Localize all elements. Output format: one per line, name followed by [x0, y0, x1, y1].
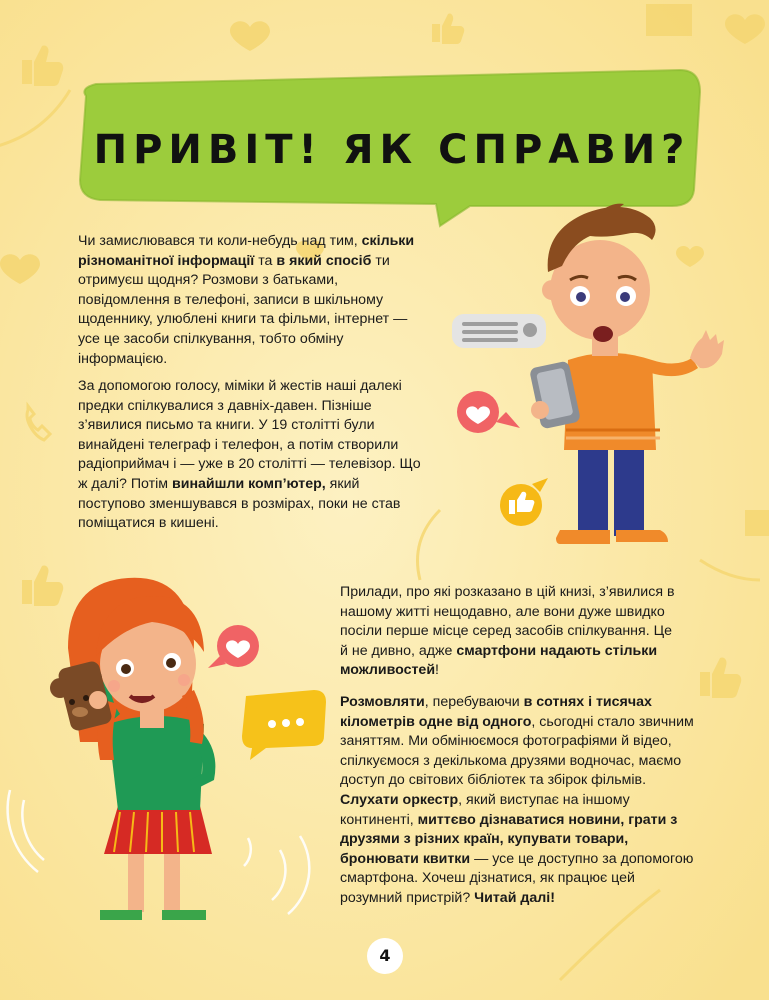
text-run: Прилади, про які розказано в цій книзі, з’явилися в нашому житті нещодавно, але вони дуже швидко посіли перше місце серед засобів спілкування. Це й не дивно, адже	[340, 584, 675, 659]
bold-text-run: скільки різноманітної інформації	[78, 233, 415, 269]
text-run: Чи замислювався ти коли-небудь над тим,	[78, 233, 362, 249]
bold-text-run: миттєво дізнаватися новини, грати з друзями з різних країн, купувати товари, бронювати квитки	[340, 811, 678, 867]
text-run: , який виступає на іншому континенті,	[340, 791, 630, 828]
text-run: , перебуваючи	[424, 694, 524, 710]
bold-text-run: в який спосіб	[276, 252, 372, 269]
chat-icon	[242, 690, 326, 760]
text-run: ти отримуєш щодня? Розмови з батьками, повідомлення в телефоні, записи в шкільному щоденнику, улюблені книги та фільми, інтернет — усе це засоби спілкування, тобто обміну інформацією.	[78, 252, 408, 367]
text-run: який поступово зменшувався в розмірах, поки не став поміщатися в кишені.	[78, 475, 401, 532]
bold-text-run: смартфони надають стільки можливостей	[340, 642, 658, 679]
bold-text-run: винайшли комп’ютер,	[172, 475, 326, 492]
bold-text-run: Розмовляти	[340, 694, 425, 710]
text-run: — усе це доступно за допомогою смартфона. Хочеш дізнатися, як працює цей розумний пристрій?	[340, 850, 694, 906]
heart-icon	[208, 625, 259, 668]
text-run: !	[435, 662, 439, 679]
bold-text-run: Читай далі!	[474, 889, 555, 906]
text-run: та	[254, 252, 277, 269]
text-run: За допомогою голосу, міміки й жестів наші далекі предки спілкувалися з давніх-давен. Пізніше з’явилися письмо та книги. У 19 столітті були винайдені телеграф і телефон, а потім створили радіоприймач і — уже в 20 столітті — телевізор. Що ж далі? Потім	[78, 378, 421, 492]
bold-text-run: в сотнях і тисячах кілометрів одне від одного	[340, 694, 652, 730]
page-title: ПРИВІТ! ЯК СПРАВИ?	[93, 127, 691, 173]
bold-text-run: Слухати оркестр	[340, 791, 459, 808]
page-number: 4	[369, 940, 401, 972]
text-run: , сьогодні стало звичним заняттям. Ми обмінюємося фотографіями й відео, спілкуємося з декількома друзями водночас, маємо доступ до світових бібліотек та збірок фільмів.	[340, 713, 694, 789]
